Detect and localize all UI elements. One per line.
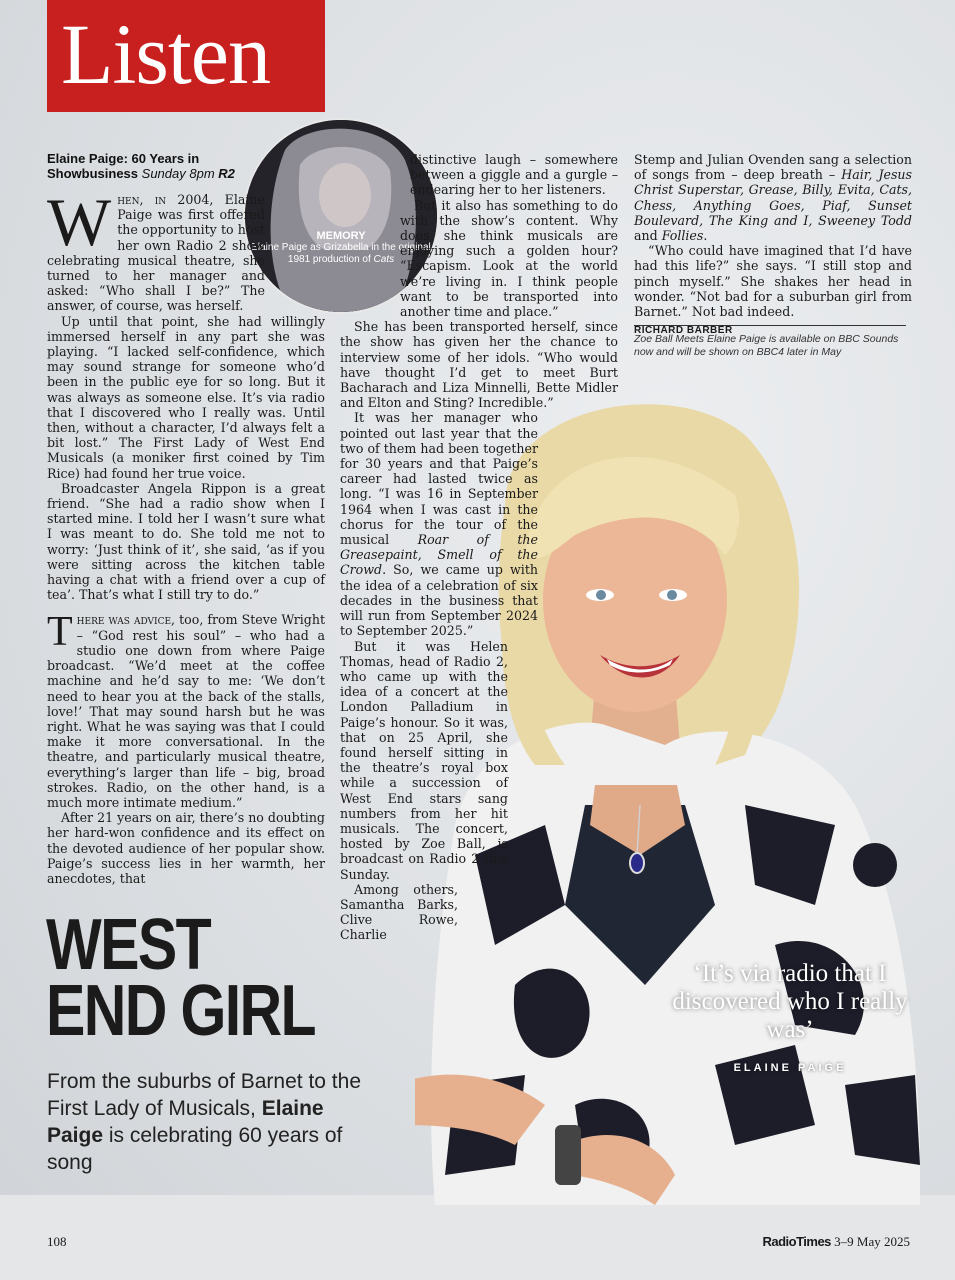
divider-rule [634, 325, 906, 326]
show-title-line1: Elaine Paige: 60 Years in [47, 151, 200, 166]
col1-lead: hen, in 2004, [117, 192, 214, 207]
headline-line2: END GIRL [46, 971, 315, 1051]
article-column-3 [634, 152, 912, 338]
drop-cap-2: T [47, 609, 73, 656]
page-number: 108 [47, 1234, 67, 1249]
col1-paragraph-3: Broadcaster Angela Rippon is a great friend. “She had a radio show when I started mine. I told her I wasn’t sure what I was meant to do. She told me not to worry: ‘Just think of it’, she said, ‘as if you were sitting across the kitchen table having a chat with a friend over a cup of tea’. That’s what I still try to do.” [47, 480, 325, 603]
col1-p4-text: too, from Steve Wright – “God rest his soul” – who had a studio one down from where Paige broadcast. “We’d meet at the coffee machine and he’d say to me: ‘We don’t need to hear you at the back of the stalls, love!’ That may sound harsh but he was right. What he was saying was that I could make it more conversational. In the theatre, and particularly musical theatre, everything’s larger than life – big, broad strokes. Radio, on the other hand, is a much more intimate medium.” [47, 612, 326, 810]
col1-paragraph-4 [47, 609, 326, 810]
col2-p4-show: Roar of the Greasepaint, Smell of the Crowd [340, 532, 538, 578]
headline-line1: WEST [46, 905, 210, 985]
drop-cap: W [47, 184, 112, 260]
availability-credit: Zoe Ball Meets Elaine Paige is available on BBC Sounds now and will be shown on BBC4 later in May [634, 333, 899, 358]
col3-p1-last: Follies [661, 228, 704, 244]
col2-paragraph-6: Among others, Samantha Barks, Clive Rowe, Charlie [340, 881, 458, 943]
col2-paragraph-3: She has been transported herself, since the show has given her the chance to interview some of her idols. “Who would have thought I’d get to meet Burt Bacharach and Liza Minnelli, Bette Midler and Elton and Sting? Incredible.” [340, 319, 618, 411]
col2-paragraph-5: But it was Helen Thomas, head of Radio 2, who came up with the idea of a concert at the London Palladium in Paige’s honour. So it was, that on 25 April, she found herself sitting in the theatre’s royal box while a succession of West End stars sang numbers from her hit musicals. The concert, hosted by Zoe Ball, is broadcast on Radio 2 this Sunday. [340, 638, 508, 882]
col3-p1-a: Stemp and Julian Ovenden sang a selection of songs from – deep breath – [634, 152, 912, 183]
standfirst [47, 1068, 367, 1176]
headline [46, 905, 315, 1051]
col2-p4-b: . So, we came up with the idea of a celebration of six decades in the business that will run from September 2024 to September 2025.” [340, 562, 538, 639]
col2-paragraph-4 [340, 410, 618, 638]
col3-p1-titles: Hair, Jesus Christ Superstar, Grease, Billy, Evita, Cats, Chess, Anything Goes, Piaf, Sunset Boulevard, The King and I, Sweeney Todd [634, 167, 912, 228]
col2-p4-a: It was her manager who pointed out last year that the two of them had been together for 30 years and that Paige’s career had lasted twice as long. “I was 16 in September 1964 when I was cast in the chorus for the tour of the musical [340, 410, 538, 548]
show-title-line2: Showbusiness [47, 166, 139, 181]
brand-name: RadioTimes [762, 1234, 831, 1249]
col3-p1-and: and [634, 228, 658, 244]
inset-caption-label: MEMORY [316, 230, 366, 242]
standfirst-b: is celebrating 60 years of song [47, 1124, 343, 1174]
section-title: Listen [61, 6, 270, 102]
col3-paragraph-2: “Who could have imagined that I’d have had this life?” she says. “I still stop and pinch myself.” She shakes her head in wonder. “Not bad for a suburban girl from Barnet.” Not bad indeed. [634, 243, 912, 320]
col1-lead-2: here was advice, [76, 612, 176, 628]
inset-caption-text: Elaine Paige as Grizabella in the original 1981 production of [251, 242, 431, 265]
col2-paragraph-1: distinctive laugh – somewhere between a giggle and a gurgle – endearing her to her listeners. [410, 152, 618, 198]
show-time: Sunday 8pm [141, 166, 215, 181]
issue-date: 3–9 May 2025 [834, 1234, 910, 1249]
article-column-1 [47, 184, 326, 886]
col3-paragraph-1 [634, 152, 912, 243]
pull-quote: ‘It’s via radio that I discovered who I really was’ [672, 960, 908, 1043]
col2-paragraph-2: But it also has something to do with the show’s content. Why does she think musicals are enjoying such a golden hour? “Escapism. Look at the world we’re living in. I think people want to be transported into another time and place.” [400, 197, 618, 320]
standfirst-name: Elaine Paige [47, 1097, 324, 1147]
pull-quote-attribution: ELAINE PAIGE [733, 1062, 847, 1074]
section-header [47, 0, 325, 112]
article-column-2 [340, 152, 618, 943]
col1-paragraph-1 [47, 184, 325, 314]
byline: RICHARD BARBER [634, 325, 733, 337]
col3-p1-end: . [703, 228, 708, 244]
col1-paragraph-2: Up until that point, she had willingly immersed herself in any part she was playing. “I lacked self-confidence, which may sound strange for someone who’d been in the public eye for so long. But it was always as someone else. It’s via radio that I discovered who I really was. Until then, without a character, I’d always felt a bit lost.” The First Lady of West End Musicals (a moniker first coined by Tim Rice) had found her true voice. [47, 313, 325, 481]
folio-right [762, 1234, 910, 1250]
col1-p1-text: Elaine Paige was first offered the opportunity to host her own Radio 2 show celebrating musical theatre, she turned to her manager and asked: “Who shall I be?” The answer, of course, was herself. [47, 192, 265, 314]
col1-paragraph-5: After 21 years on air, there’s no doubting her hard-won confidence and its effect on the devoted audience of her popular show. Paige’s success lies in her warmth, her anecdotes, that [47, 810, 325, 886]
show-channel: R2 [218, 166, 235, 181]
show-listing [47, 151, 235, 181]
standfirst-a: From the suburbs of Barnet to the First Lady of Musicals, [47, 1070, 361, 1120]
inset-caption-show: Cats [373, 254, 395, 265]
